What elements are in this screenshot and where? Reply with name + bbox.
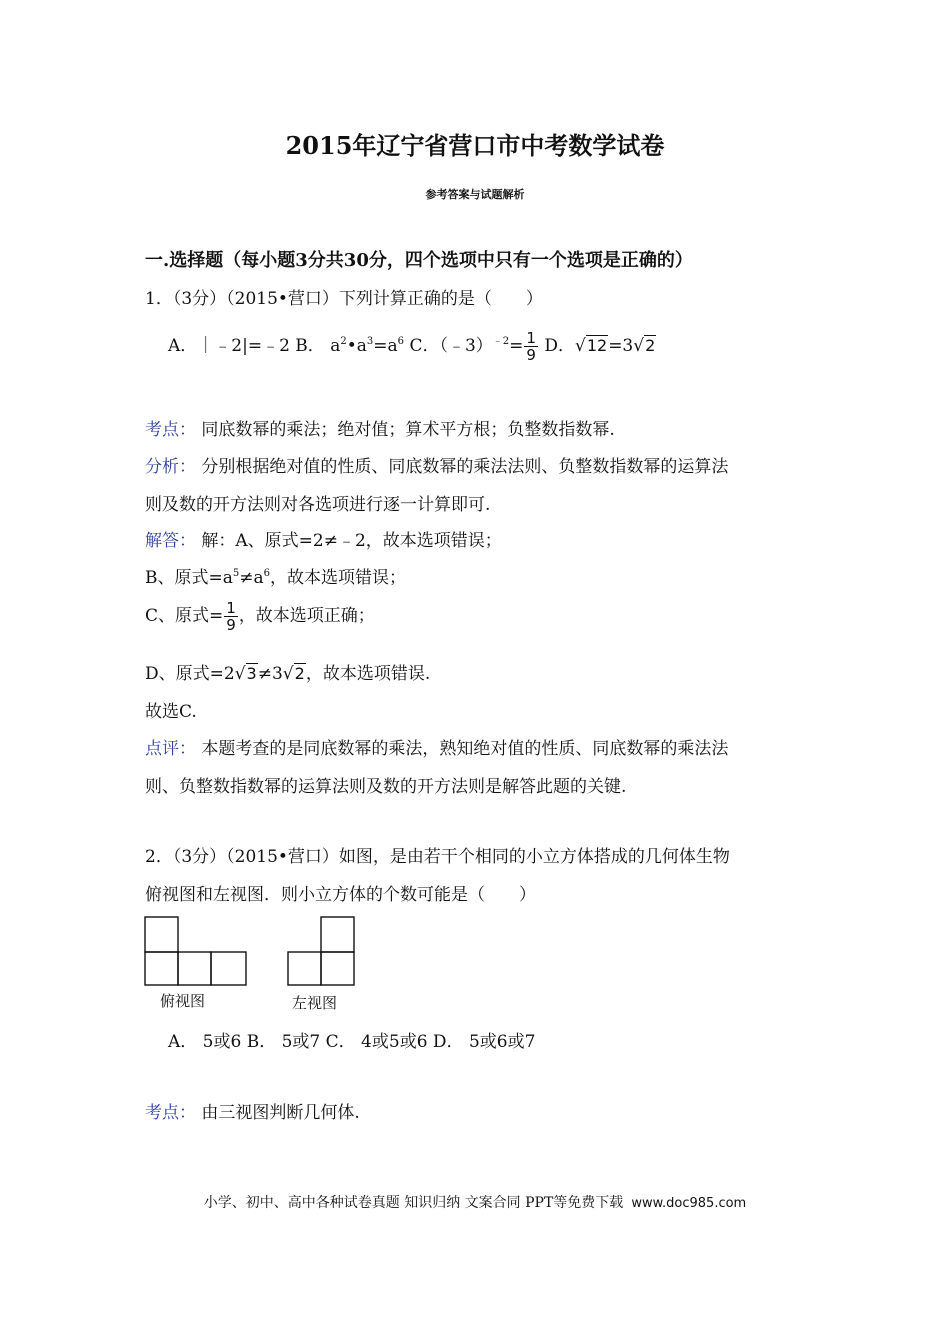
kaodian-text: 由三视图判断几何体. <box>201 1103 360 1123</box>
sqrt-2: √2 <box>282 664 305 684</box>
section-heading: 一.选择题（每小题3分共30分，四个选项中只有一个选项是正确的） <box>145 250 693 271</box>
footer-url[interactable]: www.doc985.com <box>631 1196 747 1211</box>
solution-d: D、原式=2√3≠3√2，故本选项错误. <box>145 664 431 684</box>
top-view-figure <box>140 912 260 1016</box>
q1-options <box>168 330 656 363</box>
left-view-label: 左视图 <box>292 994 338 1012</box>
q1-option-b: B． $a^2•a^3=a^6$ <box>295 336 405 356</box>
dianping-label: 点评： <box>145 739 196 759</box>
jieda-text: 解：A、原式=2≠﹣2，故本选项错误； <box>201 531 502 551</box>
kaodian-label: 考点： <box>145 420 196 440</box>
sqrt-2: √2 <box>633 336 656 356</box>
footer-text: 小学、初中、高中各种试卷真题 知识归纳 文案合同 PPT等免费下载 <box>203 1195 624 1211</box>
dianping-text-2: 则、负整数指数幂的运算法则及数的开方法则是解答此题的关键. <box>145 777 627 797</box>
q1-kaodian <box>145 415 615 440</box>
q2-kaodian <box>145 1098 360 1123</box>
q2-options: A． 5或6 B． 5或7 C． 4或5或6 D． 5或6或7 <box>168 1032 536 1052</box>
left-view-figure <box>284 912 364 1016</box>
page-title: 2015年辽宁省营口市中考数学试卷 <box>285 131 665 160</box>
footer <box>0 1192 950 1212</box>
solution-b: B、原式$=a^5\ne a^6$，故本选项错误； <box>145 568 407 588</box>
q1-stem: 1．（3分）（2015•营口）下列计算正确的是（ ） <box>145 289 543 309</box>
q1-fenxi <box>145 452 728 477</box>
kaodian-label: 考点： <box>145 1103 196 1123</box>
page-subtitle: 参考答案与试题解析 <box>425 188 525 201</box>
q1-option-c: C．（﹣3）$^{﹣2}$= $\frac{1}{9}$ <box>409 329 536 364</box>
fenxi-text-2: 则及数的开方法则对各选项进行逐一计算即可. <box>145 495 491 515</box>
dianping-text-1: 本题考查的是同底数幂的乘法，熟知绝对值的性质、同底数幂的乘法法 <box>201 739 729 759</box>
fraction-one-ninth: $\frac{1}{9}$ <box>226 599 236 634</box>
sqrt-12: √12 <box>574 336 608 356</box>
fenxi-label: 分析： <box>145 457 196 477</box>
kaodian-text: 同底数幂的乘法；绝对值；算术平方根；负整数指数幂. <box>201 420 615 440</box>
conclusion: 故选C. <box>145 702 197 722</box>
top-view-label: 俯视图 <box>160 992 206 1010</box>
q1-option-a: A．｜﹣2|=﹣2 <box>168 336 290 356</box>
q1-dianping <box>145 734 728 759</box>
sqrt-3: √3 <box>234 664 257 684</box>
q1-option-d: D．√12=3√2 <box>544 336 656 356</box>
solution-c: C、原式= $\frac{1}{9}$ ，故本选项正确； <box>145 599 375 634</box>
q2-stem-1: 2．（3分）（2015•营口）如图，是由若干个相同的小立方体搭成的几何体生物 <box>145 847 730 867</box>
q1-jieda <box>145 526 502 551</box>
fenxi-text-1: 分别根据绝对值的性质、同底数幂的乘法法则、负整数指数幂的运算法 <box>201 457 729 477</box>
jieda-label: 解答： <box>145 531 196 551</box>
fraction-one-ninth: $\frac{1}{9}$ <box>526 329 536 364</box>
q2-stem-2: 俯视图和左视图．则小立方体的个数可能是（ ） <box>145 885 536 905</box>
